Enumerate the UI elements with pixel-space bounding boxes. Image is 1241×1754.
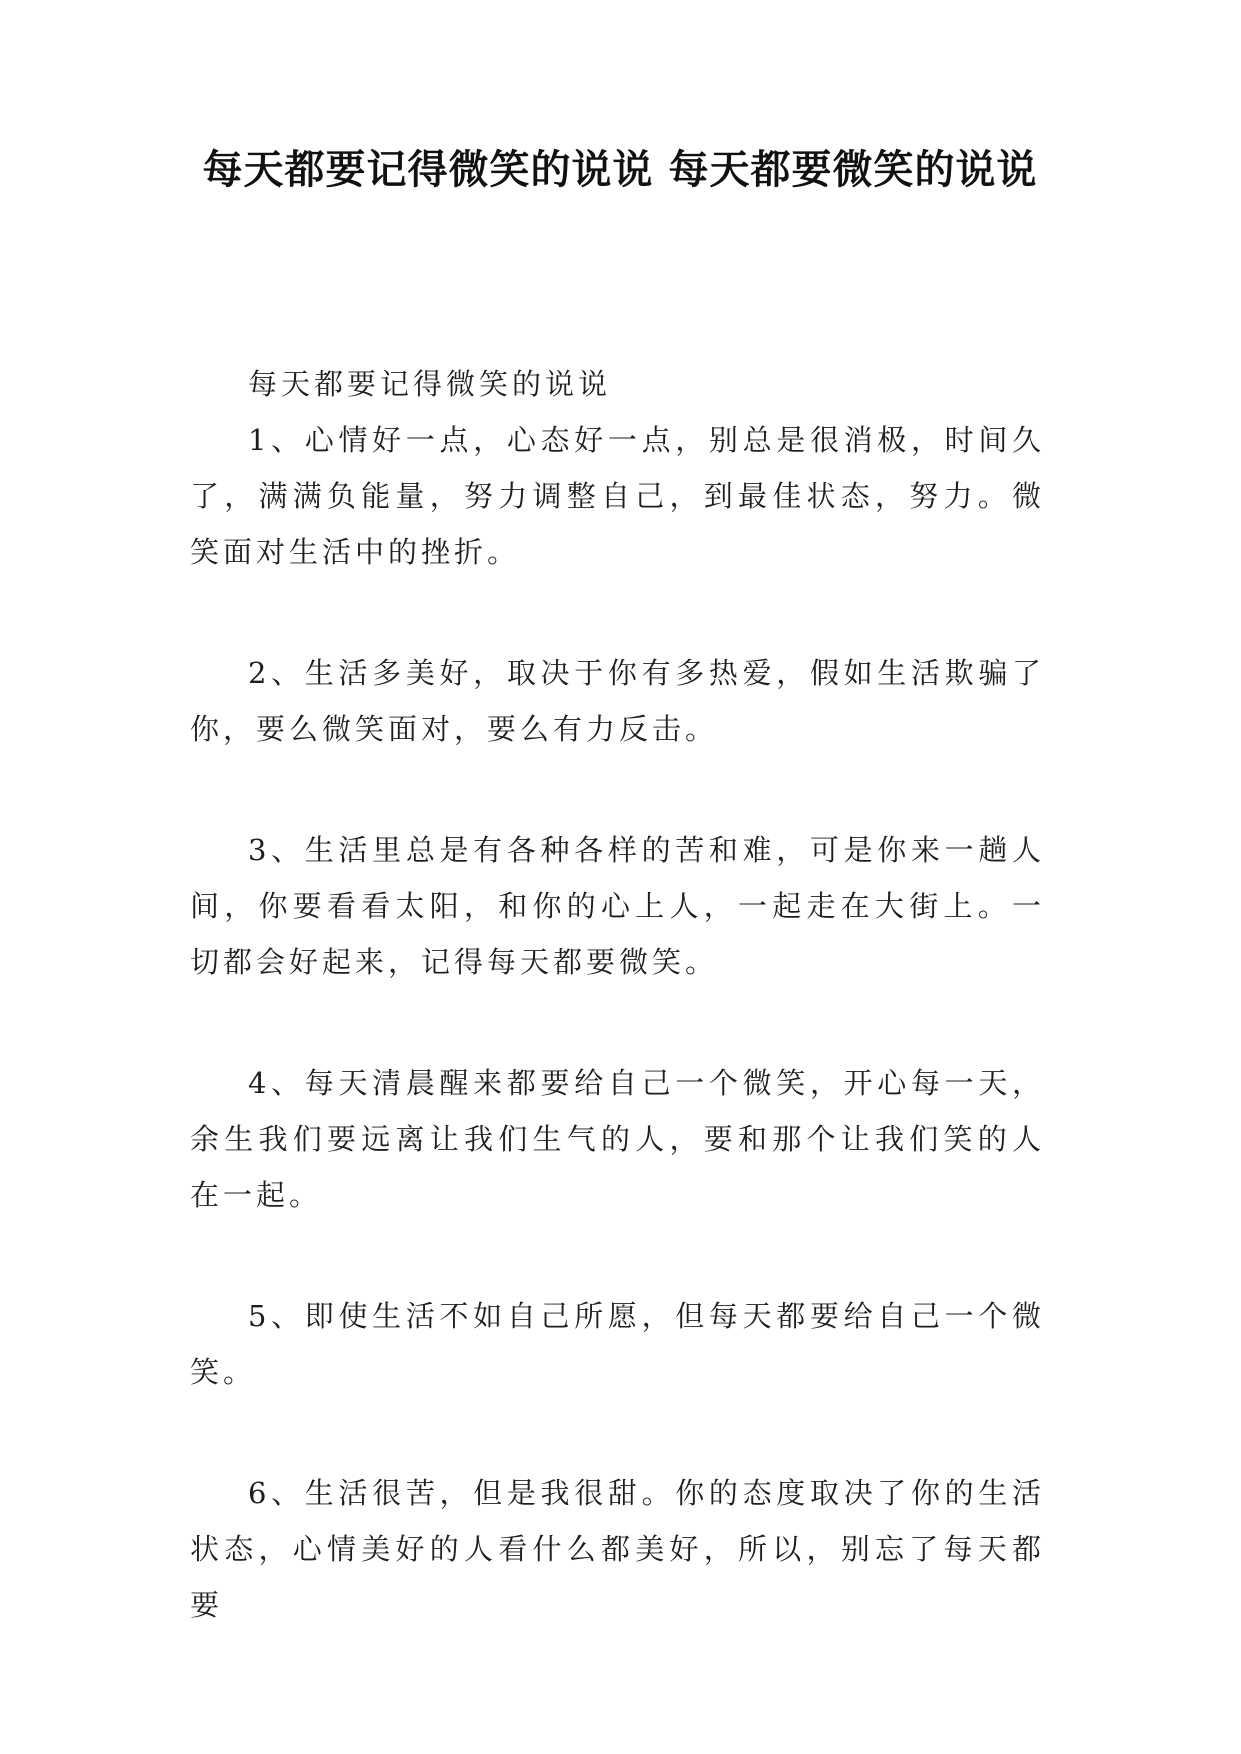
list-item: 4、每天清晨醒来都要给自己一个微笑，开心每一天，余生我们要远离让我们生气的人，要和那个让我们笑的人在一起。 [190, 1066, 1045, 1212]
section-subheading: 每天都要记得微笑的说说 [248, 367, 612, 401]
list-item: 2、生活多美好，取决于你有多热爱，假如生活欺骗了你，要么微笑面对，要么有力反击。 [190, 656, 1045, 746]
list-item: 3、生活里总是有各种各样的苦和难，可是你来一趟人间，你要看看太阳，和你的心上人，一起走在大街上。一切都会好起来，记得每天都要微笑。 [190, 833, 1045, 979]
document-body [190, 356, 1045, 1633]
document-title: 每天都要记得微笑的说说 每天都要微笑的说说 [202, 147, 1038, 193]
list-item: 5、即使生活不如自己所愿，但每天都要给自己一个微笑。 [190, 1299, 1045, 1389]
list-item: 6、生活很苦，但是我很甜。你的态度取决了你的生活状态，心情美好的人看什么都美好，所以，别忘了每天都要 [190, 1476, 1045, 1622]
list-item: 1、心情好一点，心态好一点，别总是很消极，时间久了，满满负能量，努力调整自己，到最佳状态，努力。微笑面对生活中的挫折。 [190, 423, 1045, 569]
